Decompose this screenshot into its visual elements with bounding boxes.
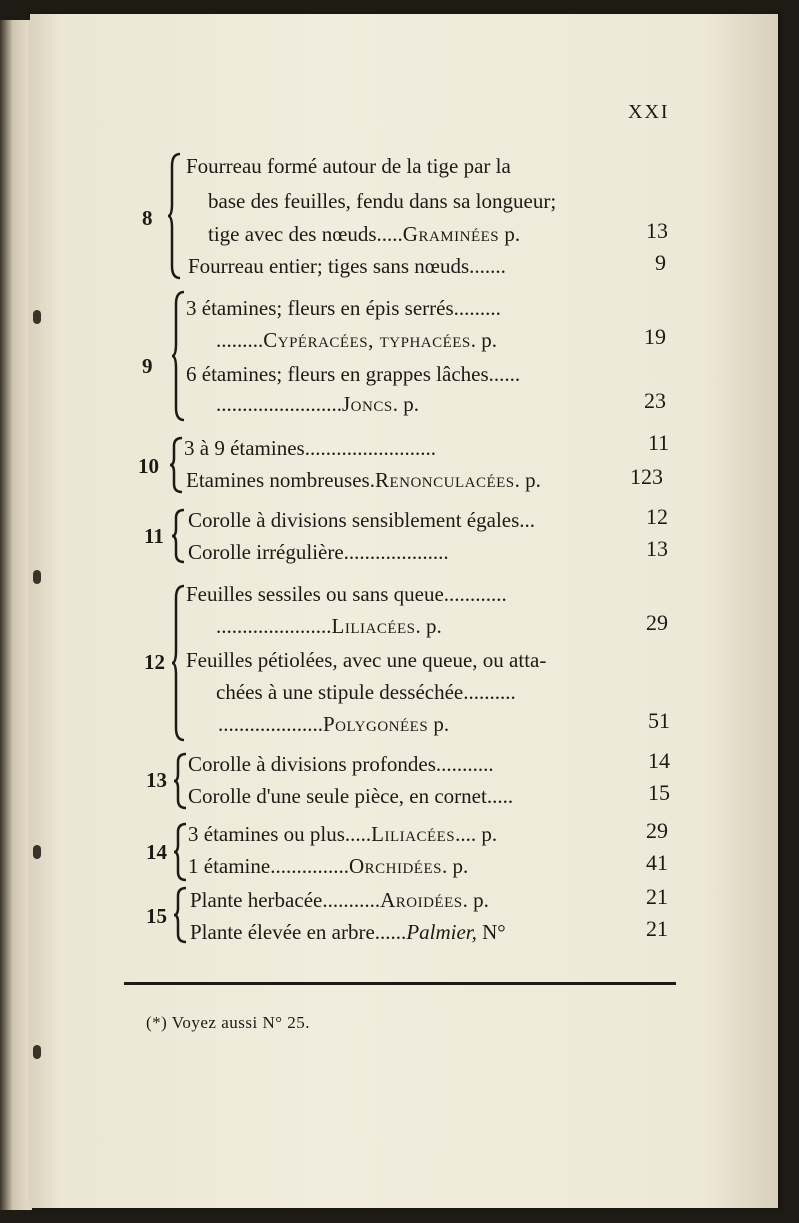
brace [174, 886, 186, 944]
key-line: Feuilles sessiles ou sans queue............ [186, 582, 507, 606]
key-line: .........Cypéracées, typhacées. p. [216, 328, 498, 352]
family-name: Liliacées [331, 614, 416, 638]
key-line: Plante élevée en arbre......Palmier, N° [190, 920, 506, 944]
page-number: XXI [628, 101, 670, 123]
page-ref: 12 [646, 504, 668, 529]
brace [172, 508, 184, 564]
brace [172, 290, 184, 422]
key-number: 11 [144, 524, 164, 548]
key-number: 14 [146, 840, 167, 864]
key-line: Plante herbacée...........Aroidées. p. [190, 888, 489, 912]
page-ref: 19 [644, 324, 666, 349]
page-ref: 21 [646, 884, 668, 909]
brace [174, 752, 186, 810]
brace [170, 436, 182, 494]
binding-edge [0, 20, 32, 1210]
key-line: Fourreau entier; tiges sans nœuds....... [188, 254, 506, 278]
key-line: ........................Joncs. p. [216, 392, 419, 416]
binding-stitch [33, 310, 41, 324]
page-ref: 15 [648, 780, 670, 805]
page-ref: 13 [646, 218, 668, 243]
key-number: 8 [142, 206, 153, 230]
key-line: Corolle à divisions sensiblement égales... [188, 508, 536, 532]
family-name: Liliacées [371, 822, 456, 846]
key-line: 3 à 9 étamines......................... [184, 436, 436, 460]
page-ref: 9 [655, 250, 666, 275]
key-line: 3 étamines; fleurs en épis serrés......... [186, 296, 501, 320]
key-number: 12 [144, 650, 165, 674]
binding-stitch [33, 845, 41, 859]
key-number: 15 [146, 904, 167, 928]
key-line: Fourreau formé autour de la tige par la [186, 154, 511, 178]
family-name: Graminées [402, 222, 500, 246]
key-line: ....................Polygonées p. [218, 712, 450, 736]
family-name: Renonculacées [374, 468, 515, 492]
page-ref: 11 [648, 430, 670, 455]
family-name: Cypéracées, typhacées [263, 328, 471, 352]
footnote: (*) Voyez aussi N° 25. [146, 1013, 311, 1032]
page-ref: 29 [646, 818, 668, 843]
key-line: tige avec des nœuds.....Graminées p. [208, 222, 521, 246]
family-name: Orchidées [348, 854, 442, 878]
key-line: Feuilles pétiolées, avec une queue, ou atta- [186, 648, 547, 672]
key-line: Corolle d'une seule pièce, en cornet..... [188, 784, 514, 808]
page-ref: 13 [646, 536, 668, 561]
key-number: 9 [142, 354, 153, 378]
page-ref: 23 [644, 388, 666, 413]
page-ref: 14 [648, 748, 670, 773]
family-name: Polygonées [323, 712, 429, 736]
footnote-rule [124, 982, 676, 985]
key-line: Corolle irrégulière.................... [188, 540, 449, 564]
page-ref: 29 [646, 610, 668, 635]
page-ref: 41 [646, 850, 668, 875]
key-line: 6 étamines; fleurs en grappes lâches...... [186, 362, 521, 386]
key-number: 13 [146, 768, 167, 792]
key-line: chées à une stipule desséchée.......... [216, 680, 516, 704]
genus-name: Palmier, [406, 920, 477, 944]
family-name: Aroidées [380, 888, 463, 912]
page-ref: 51 [648, 708, 670, 733]
key-number: 10 [138, 454, 159, 478]
key-line: ......................Liliacées. p. [216, 614, 442, 638]
binding-stitch [33, 1045, 41, 1059]
key-line: base des feuilles, fendu dans sa longueur; [208, 189, 557, 213]
binding-stitch [33, 570, 41, 584]
page-ref: 123 [630, 464, 663, 489]
brace [168, 152, 180, 280]
page-ref: 21 [646, 916, 668, 941]
family-name: Joncs [342, 392, 393, 416]
key-line: Etamines nombreuses.Renonculacées. p. [186, 468, 541, 492]
brace [172, 584, 184, 742]
key-line: 1 étamine...............Orchidées. p. [188, 854, 469, 878]
brace [174, 822, 186, 882]
key-line: 3 étamines ou plus.....Liliacées.... p. [188, 822, 498, 846]
key-line: Corolle à divisions profondes........... [188, 752, 494, 776]
